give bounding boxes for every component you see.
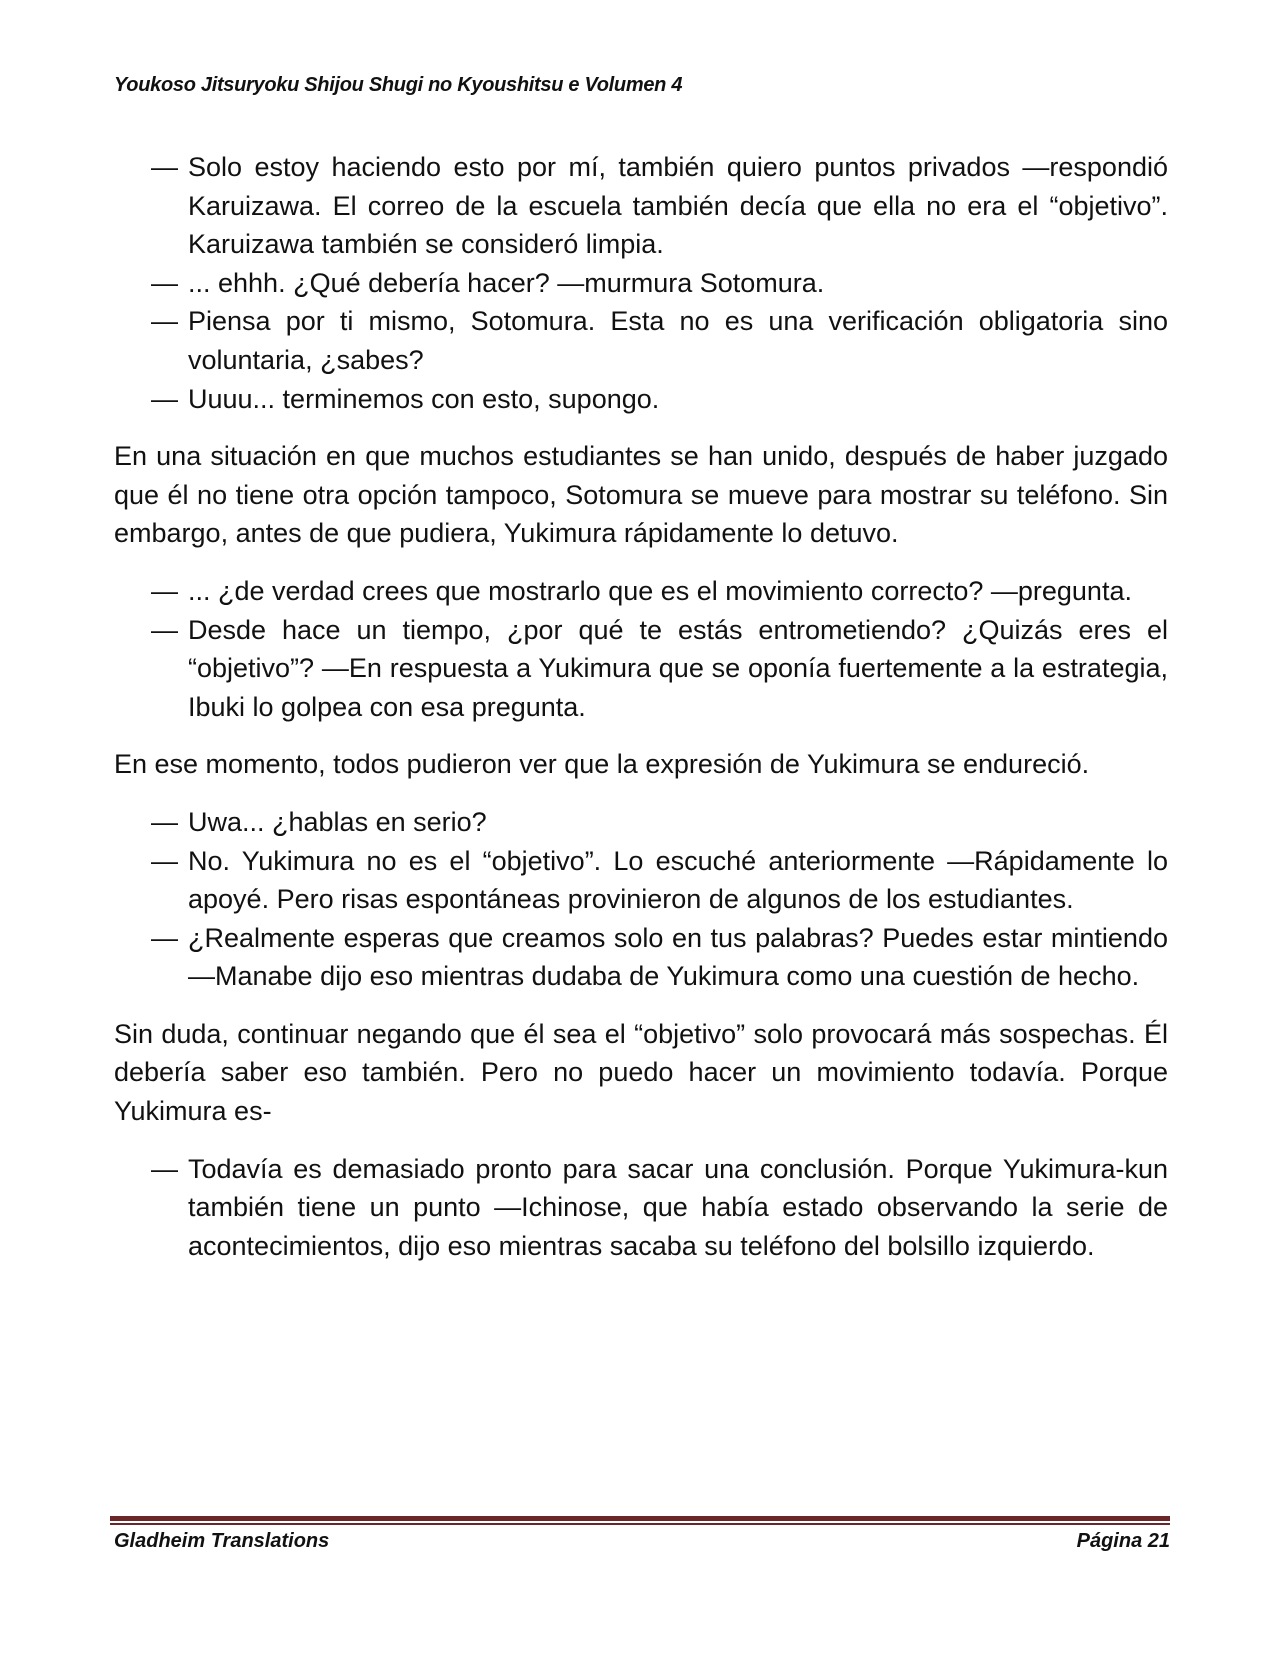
dialogue-dash: — xyxy=(151,922,178,953)
dialogue-line xyxy=(114,302,1168,379)
dialogue-text: ¿Realmente esperas que creamos solo en tus palabras? Puedes estar mintiendo —Manabe dijo eso mientras dudaba de Yukimura como una cuestión de hecho. xyxy=(188,922,1168,992)
dialogue-line xyxy=(114,842,1168,919)
dialogue-text: Uuuu... terminemos con esto, supongo. xyxy=(188,383,660,414)
dialogue-line xyxy=(114,148,1168,264)
dialogue-text: No. Yukimura no es el “objetivo”. Lo escuché anteriormente —Rápidamente lo apoyé. Pero risas espontáneas provinieron de algunos de los estudiantes. xyxy=(188,845,1168,915)
dialogue-line xyxy=(114,380,1168,419)
running-header: Youkoso Jitsuryoku Shijou Shugi no Kyoushitsu e Volumen 4 xyxy=(114,74,683,96)
dialogue-line xyxy=(114,803,1168,842)
dialogue-text: ... ¿de verdad crees que mostrarlo que es el movimiento correcto? —pregunta. xyxy=(188,575,1132,606)
page-body xyxy=(114,148,1168,1265)
dialogue-line xyxy=(114,264,1168,303)
dialogue-dash: — xyxy=(151,845,178,876)
narration-paragraph: En ese momento, todos pudieron ver que la expresión de Yukimura se endureció. xyxy=(114,749,1090,780)
page-number: Página 21 xyxy=(1076,1530,1170,1552)
dialogue-text: ... ehhh. ¿Qué debería hacer? —murmura Sotomura. xyxy=(188,267,825,298)
dialogue-line xyxy=(114,572,1168,611)
dialogue-dash: — xyxy=(151,267,178,298)
dialogue-text: Piensa por ti mismo, Sotomura. Esta no es una verificación obligatoria sino voluntaria, ¿sabes? xyxy=(188,306,1168,375)
dialogue-line xyxy=(114,1150,1168,1266)
dialogue-dash: — xyxy=(151,806,178,837)
footer-rule xyxy=(110,1516,1170,1521)
dialogue-dash: — xyxy=(151,575,178,606)
narration-paragraph: Sin duda, continuar negando que él sea el “objetivo” solo provocará más sospechas. Él debería saber eso también. Pero no puedo hacer un movimiento todavía. Porque Yukimura es- xyxy=(114,1018,1168,1127)
dialogue-dash: — xyxy=(151,306,178,337)
dialogue-dash: — xyxy=(151,614,178,645)
dialogue-text: Solo estoy haciendo esto por mí, también quiero puntos privados —respondió Karuizawa. El correo de la escuela también decía que ella no era el “objetivo”. Karuizawa también se consideró limpia. xyxy=(188,152,1168,260)
dialogue-line xyxy=(114,919,1168,996)
narration-paragraph: En una situación en que muchos estudiantes se han unido, después de haber juzgado que él no tiene otra opción tampoco, Sotomura se mueve para mostrar su teléfono. Sin embargo, antes de que pudiera, Yukimura rápidamente lo detuvo. xyxy=(114,441,1168,549)
footer-credit: Gladheim Translations xyxy=(114,1530,330,1552)
dialogue-dash: — xyxy=(151,1153,178,1184)
dialogue-text: Todavía es demasiado pronto para sacar una conclusión. Porque Yukimura-kun también tiene un punto —Ichinose, que había estado observando la serie de acontecimientos, dijo eso mientras sacaba su teléfono del bolsillo izquierdo. xyxy=(188,1153,1168,1261)
dialogue-dash: — xyxy=(151,152,178,182)
footer-rule-thin xyxy=(110,1523,1170,1525)
dialogue-line xyxy=(114,611,1168,727)
dialogue-dash: — xyxy=(151,383,178,414)
dialogue-text: Desde hace un tiempo, ¿por qué te estás entrometiendo? ¿Quizás eres el “objetivo”? —En respuesta a Yukimura que se oponía fuertemente a la estrategia, Ibuki lo golpea con esa pregunta. xyxy=(188,614,1168,722)
dialogue-text: Uwa... ¿hablas en serio? xyxy=(188,806,487,837)
